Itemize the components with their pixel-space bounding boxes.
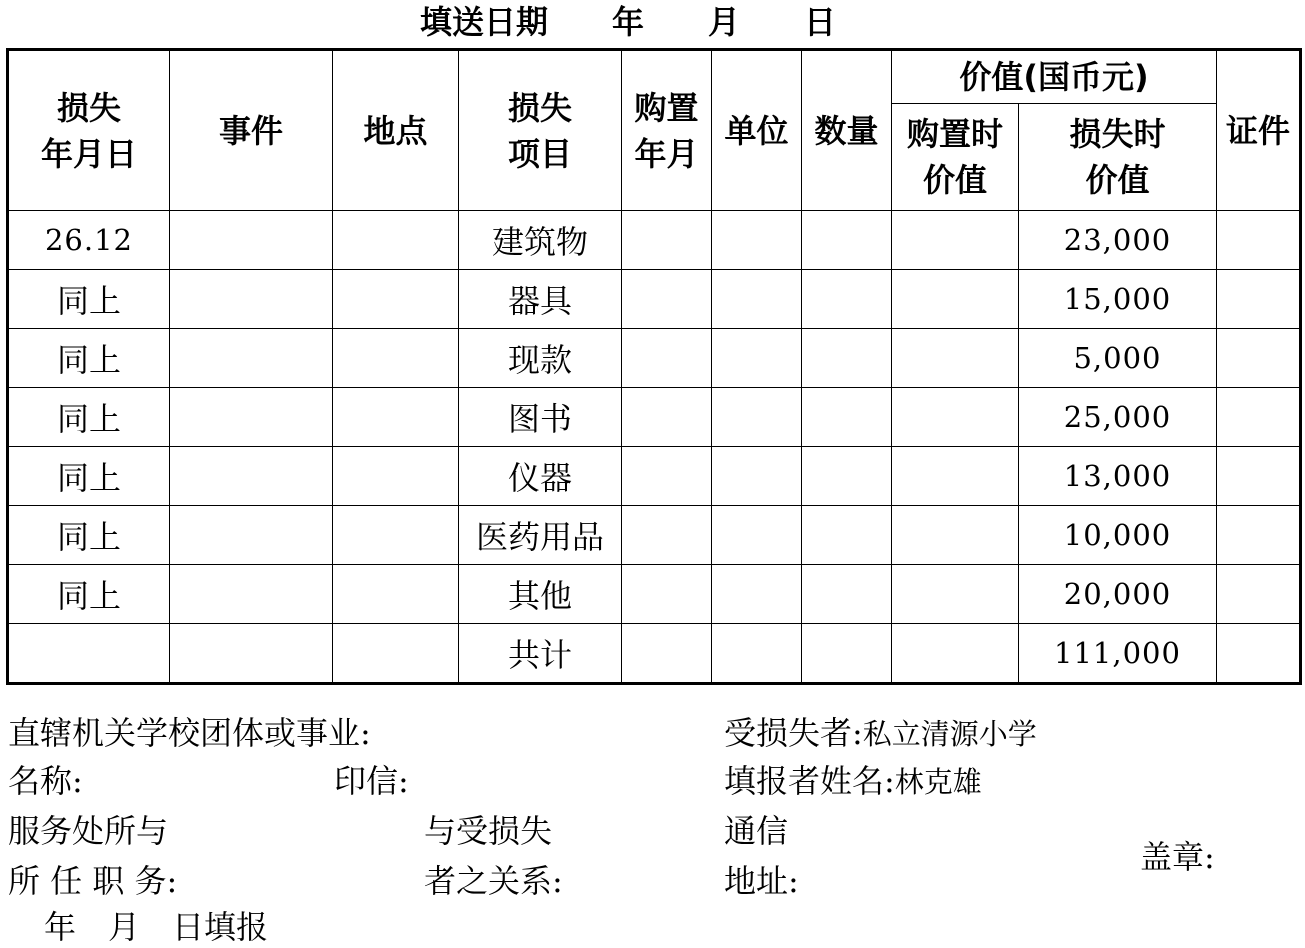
cell-unit [712,211,802,270]
cell-quantity [802,211,892,270]
cell-item: 图书 [459,388,622,447]
position-label: 所 任 职 务: [8,862,178,900]
reporter-label: 填报者姓名: [724,762,895,800]
cell-value-at-loss: 23,000 [1019,211,1217,270]
header-certificate: 证件 [1217,50,1301,211]
header-value-group: 价值(国币元) [892,50,1217,104]
header-location: 地点 [333,50,459,211]
cell-value-at-loss: 111,000 [1019,624,1217,684]
table-row [8,270,1301,329]
cell-loss-date: 同上 [8,565,170,624]
cell-location [333,270,459,329]
cell-item: 共计 [459,624,622,684]
cell-event [170,506,333,565]
cell-event [170,624,333,684]
cell-location [333,565,459,624]
table-row [8,211,1301,270]
cell-quantity [802,447,892,506]
cell-value-at-loss: 20,000 [1019,565,1217,624]
table-row [8,506,1301,565]
cell-location [333,211,459,270]
comm-label: 通信 [724,812,789,850]
header-item: 损失 项目 [459,50,622,211]
cell-purchase-date [622,270,712,329]
header-event: 事件 [170,50,333,211]
cell-unit [712,565,802,624]
cell-location [333,329,459,388]
table-row [8,565,1301,624]
table-row [8,447,1301,506]
cell-value-at-purchase [892,211,1019,270]
cell-event [170,447,333,506]
cell-location [333,388,459,447]
cell-purchase-date [622,624,712,684]
relation-label-1: 与受损失 [424,812,553,850]
cell-quantity [802,329,892,388]
cell-purchase-date [622,211,712,270]
cell-value-at-loss: 13,000 [1019,447,1217,506]
cell-loss-date: 同上 [8,329,170,388]
cell-value-at-purchase [892,388,1019,447]
cell-certificate [1217,388,1301,447]
cell-purchase-date [622,329,712,388]
address-label: 地址: [724,862,799,900]
cell-unit [712,506,802,565]
cell-item: 仪器 [459,447,622,506]
report-date-line: 填送日期 年 月 日 [420,3,837,41]
cell-certificate [1217,506,1301,565]
victim-label: 受损失者: [724,714,863,752]
cell-certificate [1217,329,1301,388]
cell-quantity [802,270,892,329]
cell-purchase-date [622,388,712,447]
cell-loss-date: 26.12 [8,211,170,270]
cell-loss-date: 同上 [8,447,170,506]
cell-unit [712,447,802,506]
cell-item: 建筑物 [459,211,622,270]
cell-certificate [1217,565,1301,624]
cell-certificate [1217,447,1301,506]
cell-purchase-date [622,506,712,565]
cell-event [170,270,333,329]
cell-location [333,624,459,684]
cell-certificate [1217,624,1301,684]
table-row-total [8,624,1301,684]
table-row [8,329,1301,388]
loss-table [6,48,1302,685]
cell-quantity [802,388,892,447]
header-unit: 单位 [712,50,802,211]
victim-line [724,708,1037,754]
cell-value-at-purchase [892,624,1019,684]
cell-event [170,388,333,447]
cell-location [333,506,459,565]
cell-loss-date: 同上 [8,270,170,329]
cell-event [170,329,333,388]
header-value-at-loss: 损失时 价值 [1019,104,1217,211]
cell-value-at-loss: 5,000 [1019,329,1217,388]
cell-item: 其他 [459,565,622,624]
cell-unit [712,270,802,329]
cell-value-at-loss: 25,000 [1019,388,1217,447]
cell-item: 现款 [459,329,622,388]
cell-certificate [1217,211,1301,270]
cell-value-at-purchase [892,270,1019,329]
cell-loss-date: 同上 [8,388,170,447]
cell-item: 医药用品 [459,506,622,565]
cell-loss-date: 同上 [8,506,170,565]
seal-label: 印信: [334,762,409,800]
header-purchase-date: 购置 年月 [622,50,712,211]
stamp-label: 盖章: [1140,838,1215,876]
agency-label: 直辖机关学校团体或事业: [8,714,371,752]
cell-certificate [1217,270,1301,329]
fill-date: 年 月 日填报 [44,908,269,946]
cell-value-at-loss: 10,000 [1019,506,1217,565]
cell-value-at-purchase [892,565,1019,624]
cell-event [170,565,333,624]
cell-quantity [802,624,892,684]
cell-unit [712,388,802,447]
cell-quantity [802,565,892,624]
cell-value-at-purchase [892,506,1019,565]
cell-value-at-purchase [892,447,1019,506]
cell-quantity [802,506,892,565]
cell-purchase-date [622,447,712,506]
victim-value: 私立清源小学 [862,717,1037,751]
header-quantity: 数量 [802,50,892,211]
service-label: 服务处所与 [8,812,169,850]
cell-purchase-date [622,565,712,624]
cell-unit [712,624,802,684]
cell-item: 器具 [459,270,622,329]
relation-label-2: 者之关系: [424,862,563,900]
cell-event [170,211,333,270]
cell-value-at-loss: 15,000 [1019,270,1217,329]
cell-location [333,447,459,506]
cell-value-at-purchase [892,329,1019,388]
name-label: 名称: [8,762,83,800]
table-row [8,388,1301,447]
cell-unit [712,329,802,388]
header-value-at-purchase: 购置时 价值 [892,104,1019,211]
cell-loss-date [8,624,170,684]
header-loss-date: 损失 年月日 [8,50,170,211]
reporter-line [724,756,982,802]
reporter-value: 林克雄 [894,765,982,799]
